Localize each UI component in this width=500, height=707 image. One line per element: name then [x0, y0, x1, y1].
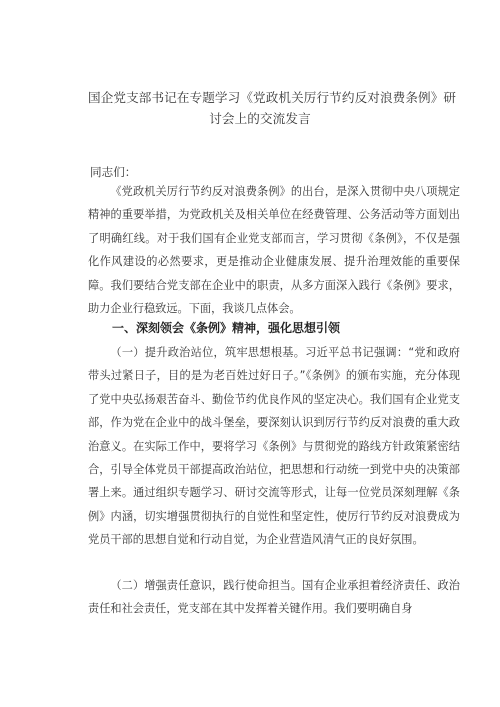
document-title-line-2: 讨会上的交流发言 — [209, 111, 311, 126]
document-title-line-1: 国企党支部书记在专题学习《党政机关厉行节约反对浪费条例》研 — [88, 90, 457, 105]
paragraph-subsection-2: （二）增强责任意识，践行使命担当。国有企业承担着经济责任、政治责任和社会责任，党支部在其中发挥着关键作用。我们要明确自身 — [88, 579, 460, 616]
paragraph-intro: 《党政机关厉行节约反对浪费条例》的出台，是深入贯彻中央八项规定精神的重要举措，为党政机关及相关单位在经费管理、公务活动等方面划出了明确红线。对于我们国有企业党支部而言，学习贯彻《条例》，不仅是强化作风建设的必然要求，更是推动企业健康发展、提升治理效能的重要保障。我们要结合党支部在企业中的职责，从多方面深入践行《条例》要求，助力企业行稳致远。下面，我谈几点体会。 — [88, 185, 460, 316]
salutation: 同志们： — [90, 165, 137, 179]
paragraph-subsection-1: （一）提升政治站位，筑牢思想根基。习近平总书记强调：“党和政府带头过紧日子，目的是为老百姓过好日子。”《条例》的颁布实施，充分体现了党中央弘扬艰苦奋斗、勤俭节约优良作风的坚定决心。我们国有企业党支部，作为党在企业中的战斗堡垒，要深刻认识到厉行节约反对浪费的重大政治意义。在实际工作中，要将学习《条例》与贯彻党的路线方针政策紧密结合，引导全体党员干部提高政治站位，把思想和行动统一到党中央的决策部署上来。通过组织专题学习、研讨交流等形式，让每一位党员深刻理解《条例》内涵，切实增强贯彻执行的自觉性和坚定性，使厉行节约反对浪费成为党员干部的思想自觉和行动自觉，为企业营造风清气正的良好氛围。 — [88, 346, 460, 547]
section-heading-1: 一、深刻领会《条例》精神，强化思想引领 — [112, 321, 341, 335]
